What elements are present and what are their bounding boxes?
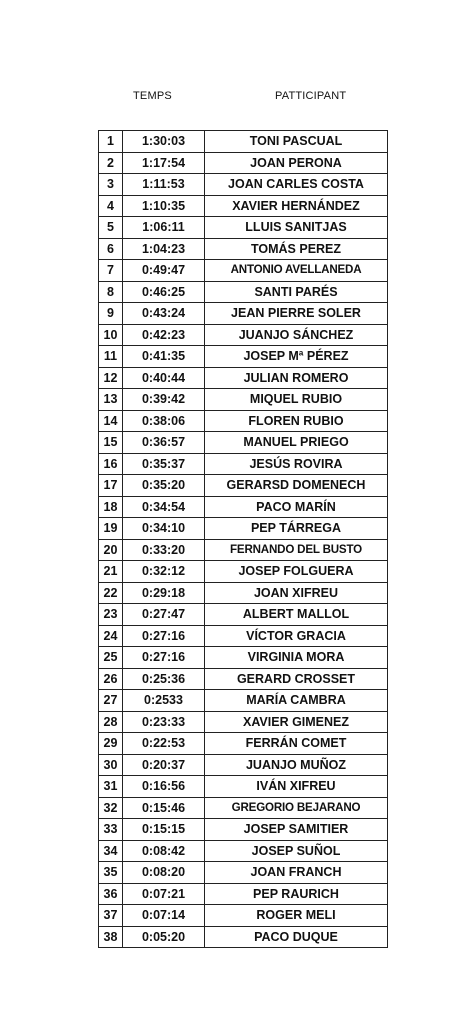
participant-name-cell: SANTI PARÉS bbox=[205, 281, 388, 303]
position-cell: 20 bbox=[99, 539, 123, 561]
position-cell: 1 bbox=[99, 131, 123, 153]
participant-name-cell: JOSEP FOLGUERA bbox=[205, 561, 388, 583]
table-row bbox=[99, 926, 388, 948]
participant-name-cell: IVÁN XIFREU bbox=[205, 776, 388, 798]
participant-name-cell: JOAN FRANCH bbox=[205, 862, 388, 884]
time-cell: 1:04:23 bbox=[123, 238, 205, 260]
results-table-body bbox=[99, 131, 388, 948]
position-cell: 25 bbox=[99, 647, 123, 669]
position-cell: 18 bbox=[99, 496, 123, 518]
time-cell: 0:23:33 bbox=[123, 711, 205, 733]
participant-name-cell: PACO DUQUE bbox=[205, 926, 388, 948]
position-cell: 30 bbox=[99, 754, 123, 776]
time-cell: 0:43:24 bbox=[123, 303, 205, 325]
time-cell: 0:27:16 bbox=[123, 625, 205, 647]
table-row bbox=[99, 260, 388, 282]
time-cell: 0:15:46 bbox=[123, 797, 205, 819]
time-cell: 0:29:18 bbox=[123, 582, 205, 604]
time-cell: 0:34:54 bbox=[123, 496, 205, 518]
time-cell: 0:05:20 bbox=[123, 926, 205, 948]
time-cell: 0:35:37 bbox=[123, 453, 205, 475]
time-cell: 0:07:14 bbox=[123, 905, 205, 927]
position-cell: 24 bbox=[99, 625, 123, 647]
position-cell: 2 bbox=[99, 152, 123, 174]
participant-name-cell: MIQUEL RUBIO bbox=[205, 389, 388, 411]
participant-name-cell: JEAN PIERRE SOLER bbox=[205, 303, 388, 325]
position-cell: 19 bbox=[99, 518, 123, 540]
time-cell: 0:38:06 bbox=[123, 410, 205, 432]
time-cell: 0:33:20 bbox=[123, 539, 205, 561]
table-row bbox=[99, 432, 388, 454]
position-cell: 34 bbox=[99, 840, 123, 862]
time-cell: 1:30:03 bbox=[123, 131, 205, 153]
participant-name-cell: JULIAN ROMERO bbox=[205, 367, 388, 389]
position-cell: 37 bbox=[99, 905, 123, 927]
participant-name-cell: JOAN PERONA bbox=[205, 152, 388, 174]
table-row bbox=[99, 754, 388, 776]
time-cell: 0:15:15 bbox=[123, 819, 205, 841]
position-cell: 12 bbox=[99, 367, 123, 389]
participant-name-cell: ANTONIO AVELLANEDA bbox=[205, 260, 388, 282]
participant-name-cell: GREGORIO BEJARANO bbox=[205, 797, 388, 819]
participant-name-cell: XAVIER GIMENEZ bbox=[205, 711, 388, 733]
time-cell: 0:39:42 bbox=[123, 389, 205, 411]
time-cell: 1:17:54 bbox=[123, 152, 205, 174]
participant-name-cell: LLUIS SANITJAS bbox=[205, 217, 388, 239]
table-row bbox=[99, 475, 388, 497]
position-cell: 9 bbox=[99, 303, 123, 325]
results-table bbox=[98, 130, 388, 948]
participant-name-cell: JOSEP SAMITIER bbox=[205, 819, 388, 841]
table-row bbox=[99, 131, 388, 153]
position-cell: 5 bbox=[99, 217, 123, 239]
table-row bbox=[99, 389, 388, 411]
position-cell: 13 bbox=[99, 389, 123, 411]
position-cell: 21 bbox=[99, 561, 123, 583]
participant-name-cell: JOAN XIFREU bbox=[205, 582, 388, 604]
time-cell: 0:41:35 bbox=[123, 346, 205, 368]
participant-name-cell: ROGER MELI bbox=[205, 905, 388, 927]
position-cell: 38 bbox=[99, 926, 123, 948]
time-cell: 1:11:53 bbox=[123, 174, 205, 196]
table-row bbox=[99, 561, 388, 583]
participant-name-cell: FERNANDO DEL BUSTO bbox=[205, 539, 388, 561]
participant-name-cell: MARÍA CAMBRA bbox=[205, 690, 388, 712]
participant-column-header: PATTICIPANT bbox=[275, 90, 347, 102]
position-cell: 17 bbox=[99, 475, 123, 497]
time-cell: 0:40:44 bbox=[123, 367, 205, 389]
table-row bbox=[99, 496, 388, 518]
position-cell: 7 bbox=[99, 260, 123, 282]
participant-name-cell: JUANJO SÁNCHEZ bbox=[205, 324, 388, 346]
position-cell: 26 bbox=[99, 668, 123, 690]
time-cell: 0:27:16 bbox=[123, 647, 205, 669]
time-cell: 0:35:20 bbox=[123, 475, 205, 497]
table-row bbox=[99, 195, 388, 217]
time-cell: 0:32:12 bbox=[123, 561, 205, 583]
time-cell: 0:27:47 bbox=[123, 604, 205, 626]
table-row bbox=[99, 174, 388, 196]
table-row bbox=[99, 281, 388, 303]
table-row bbox=[99, 840, 388, 862]
table-row bbox=[99, 776, 388, 798]
position-cell: 15 bbox=[99, 432, 123, 454]
time-cell: 0:25:36 bbox=[123, 668, 205, 690]
table-row bbox=[99, 797, 388, 819]
participant-name-cell: JOSEP Mª PÉREZ bbox=[205, 346, 388, 368]
participant-name-cell: VIRGINIA MORA bbox=[205, 647, 388, 669]
time-cell: 0:20:37 bbox=[123, 754, 205, 776]
table-row bbox=[99, 539, 388, 561]
position-cell: 32 bbox=[99, 797, 123, 819]
table-row bbox=[99, 604, 388, 626]
table-row bbox=[99, 668, 388, 690]
time-cell: 1:10:35 bbox=[123, 195, 205, 217]
table-row bbox=[99, 518, 388, 540]
participant-name-cell: GERARSD DOMENECH bbox=[205, 475, 388, 497]
table-row bbox=[99, 647, 388, 669]
position-cell: 29 bbox=[99, 733, 123, 755]
table-row bbox=[99, 905, 388, 927]
time-cell: 0:42:23 bbox=[123, 324, 205, 346]
position-cell: 11 bbox=[99, 346, 123, 368]
time-cell: 0:36:57 bbox=[123, 432, 205, 454]
position-cell: 3 bbox=[99, 174, 123, 196]
participant-name-cell: MANUEL PRIEGO bbox=[205, 432, 388, 454]
participant-name-cell: JOAN CARLES COSTA bbox=[205, 174, 388, 196]
time-cell: 0:07:21 bbox=[123, 883, 205, 905]
participant-name-cell: XAVIER HERNÁNDEZ bbox=[205, 195, 388, 217]
position-cell: 4 bbox=[99, 195, 123, 217]
position-cell: 23 bbox=[99, 604, 123, 626]
participant-name-cell: TONI PASCUAL bbox=[205, 131, 388, 153]
participant-name-cell: VÍCTOR GRACIA bbox=[205, 625, 388, 647]
time-cell: 0:16:56 bbox=[123, 776, 205, 798]
participant-name-cell: JESÚS ROVIRA bbox=[205, 453, 388, 475]
position-cell: 33 bbox=[99, 819, 123, 841]
table-row bbox=[99, 217, 388, 239]
time-cell: 0:46:25 bbox=[123, 281, 205, 303]
table-row bbox=[99, 862, 388, 884]
participant-name-cell: PEP TÁRREGA bbox=[205, 518, 388, 540]
position-cell: 27 bbox=[99, 690, 123, 712]
table-row bbox=[99, 711, 388, 733]
table-row bbox=[99, 690, 388, 712]
time-cell: 0:34:10 bbox=[123, 518, 205, 540]
time-cell: 1:06:11 bbox=[123, 217, 205, 239]
position-cell: 35 bbox=[99, 862, 123, 884]
table-row bbox=[99, 410, 388, 432]
participant-name-cell: TOMÁS PEREZ bbox=[205, 238, 388, 260]
position-cell: 16 bbox=[99, 453, 123, 475]
table-row bbox=[99, 453, 388, 475]
participant-name-cell: PEP RAURICH bbox=[205, 883, 388, 905]
time-cell: 0:49:47 bbox=[123, 260, 205, 282]
table-row bbox=[99, 324, 388, 346]
table-row bbox=[99, 733, 388, 755]
time-cell: 0:08:20 bbox=[123, 862, 205, 884]
table-row bbox=[99, 819, 388, 841]
position-cell: 6 bbox=[99, 238, 123, 260]
participant-name-cell: PACO MARÍN bbox=[205, 496, 388, 518]
time-cell: 0:08:42 bbox=[123, 840, 205, 862]
table-row bbox=[99, 238, 388, 260]
table-row bbox=[99, 625, 388, 647]
table-row bbox=[99, 303, 388, 325]
position-cell: 22 bbox=[99, 582, 123, 604]
participant-name-cell: FLOREN RUBIO bbox=[205, 410, 388, 432]
table-row bbox=[99, 152, 388, 174]
participant-name-cell: GERARD CROSSET bbox=[205, 668, 388, 690]
position-cell: 14 bbox=[99, 410, 123, 432]
participant-name-cell: JUANJO MUÑOZ bbox=[205, 754, 388, 776]
temps-column-header: TEMPS bbox=[133, 90, 172, 102]
table-row bbox=[99, 582, 388, 604]
position-cell: 28 bbox=[99, 711, 123, 733]
position-cell: 31 bbox=[99, 776, 123, 798]
table-row bbox=[99, 346, 388, 368]
participant-name-cell: FERRÁN COMET bbox=[205, 733, 388, 755]
position-cell: 10 bbox=[99, 324, 123, 346]
position-cell: 36 bbox=[99, 883, 123, 905]
participant-name-cell: ALBERT MALLOL bbox=[205, 604, 388, 626]
time-cell: 0:22:53 bbox=[123, 733, 205, 755]
position-cell: 8 bbox=[99, 281, 123, 303]
table-row bbox=[99, 367, 388, 389]
participant-name-cell: JOSEP SUÑOL bbox=[205, 840, 388, 862]
table-row bbox=[99, 883, 388, 905]
time-cell: 0:2533 bbox=[123, 690, 205, 712]
